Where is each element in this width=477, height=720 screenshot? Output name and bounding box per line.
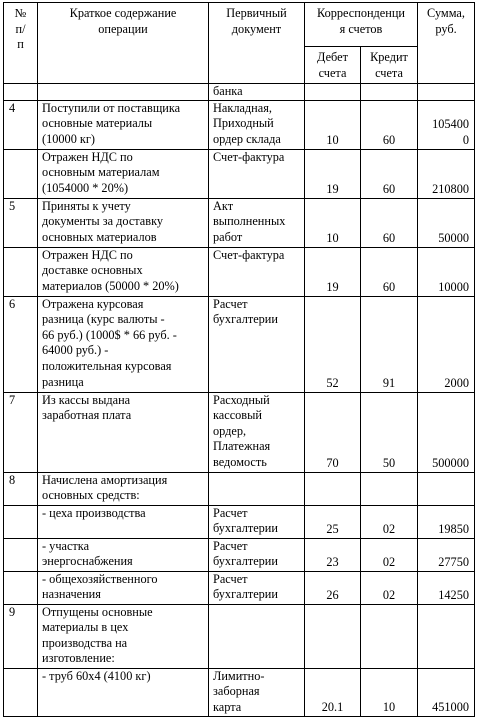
- primary-document: [209, 392, 305, 472]
- operation-content-text: Из кассы выдана заработная плата: [42, 392, 132, 423]
- primary-document-text: Расчет бухгалтерии: [213, 505, 278, 536]
- row-number: [4, 472, 38, 505]
- debit-account: [305, 571, 361, 604]
- primary-document-text: Счет-фактура: [213, 247, 285, 262]
- row-number: [4, 604, 38, 668]
- table-row: [4, 100, 475, 149]
- amount: [418, 392, 475, 472]
- primary-document-text: Накладная, Приходный ордер склада: [213, 100, 281, 146]
- primary-document-text: Расходный кассовый ордер, Платежная ведомость: [213, 392, 271, 469]
- amount-text: 2000: [444, 376, 469, 390]
- credit-account-text: 02: [382, 522, 396, 536]
- primary-document: [209, 149, 305, 198]
- debit-account: [305, 84, 361, 101]
- debit-account-text: 10: [326, 133, 339, 147]
- primary-document-text: Расчет бухгалтерии: [213, 571, 278, 602]
- row-number: [4, 296, 38, 392]
- credit-account: [361, 296, 418, 392]
- credit-account: [361, 538, 418, 571]
- operation-content: [38, 538, 209, 571]
- amount: [418, 149, 475, 198]
- primary-document: [209, 100, 305, 149]
- operation-content-text: Отражена курсовая разница (курс валюты - 66 руб.) (1000$ * 66 руб. - 64000 руб.) - положительная курсовая разница: [42, 296, 177, 389]
- debit-account: [305, 392, 361, 472]
- primary-document: [209, 668, 305, 716]
- primary-document-text: банка: [213, 84, 243, 98]
- amount: [418, 472, 475, 505]
- debit-account-text: 23: [326, 555, 339, 569]
- debit-account-text: 26: [326, 588, 339, 602]
- debit-account: [305, 100, 361, 149]
- credit-account-text: 10: [382, 700, 396, 714]
- primary-document: [209, 296, 305, 392]
- primary-document-text: Расчет бухгалтерии: [213, 296, 278, 327]
- row-number-text: 6: [9, 296, 16, 311]
- row-number: [4, 149, 38, 198]
- amount: [418, 198, 475, 247]
- operation-content: [38, 296, 209, 392]
- row-number-text: 9: [9, 604, 16, 619]
- credit-account: [361, 84, 418, 101]
- amount: [418, 84, 475, 101]
- row-number: [4, 571, 38, 604]
- table-row: [4, 538, 475, 571]
- row-number: [4, 505, 38, 538]
- row-number-text: 7: [9, 392, 16, 407]
- primary-document-text: Расчет бухгалтерии: [213, 538, 278, 569]
- amount: [418, 247, 475, 296]
- row-number-text: 4: [9, 100, 16, 115]
- table-row: [4, 604, 475, 668]
- amount-text: 451000: [432, 700, 469, 714]
- operation-content: [38, 392, 209, 472]
- debit-account: [305, 538, 361, 571]
- table-row: [4, 505, 475, 538]
- credit-account: [361, 472, 418, 505]
- credit-account: [361, 604, 418, 668]
- accounting-entries-table: [3, 2, 475, 717]
- primary-document: [209, 505, 305, 538]
- credit-account: [361, 247, 418, 296]
- operation-content: [38, 149, 209, 198]
- operation-content-text: Поступили от поставщика основные материалы (10000 кг): [42, 100, 181, 146]
- debit-account-text: 19: [326, 182, 339, 196]
- operation-content-text: - цеха производства: [42, 505, 146, 520]
- operation-content-text: Приняты к учету документы за доставку основных материалов: [42, 198, 164, 244]
- header-operation-content: Краткое содержание операции: [38, 3, 209, 84]
- row-number: [4, 198, 38, 247]
- operation-content: [38, 472, 209, 505]
- credit-account-text: 60: [382, 182, 396, 196]
- amount-text: 105400 0: [432, 117, 469, 147]
- debit-account: [305, 668, 361, 716]
- credit-account-text: 02: [382, 555, 396, 569]
- debit-account-text: 25: [326, 522, 339, 536]
- credit-account: [361, 392, 418, 472]
- amount-text: 19850: [438, 522, 469, 536]
- table-row: [4, 84, 475, 101]
- debit-account-text: 52: [326, 376, 339, 390]
- debit-account: [305, 247, 361, 296]
- credit-account-text: 91: [382, 376, 396, 390]
- operation-content: [38, 100, 209, 149]
- debit-account: [305, 296, 361, 392]
- primary-document: [209, 84, 305, 101]
- credit-account-text: 50: [382, 456, 396, 470]
- primary-document-text: Счет-фактура: [213, 149, 285, 164]
- debit-account: [305, 505, 361, 538]
- credit-account-text: 60: [382, 133, 396, 147]
- operation-content: [38, 198, 209, 247]
- operation-content: [38, 84, 209, 101]
- row-number: [4, 538, 38, 571]
- operation-content-text: Отражен НДС по доставке основных материалов (50000 * 20%): [42, 247, 179, 293]
- amount-text: 210800: [432, 182, 469, 196]
- table-row: [4, 472, 475, 505]
- table-row: [4, 668, 475, 716]
- primary-document: [209, 247, 305, 296]
- primary-document: [209, 604, 305, 668]
- amount: [418, 571, 475, 604]
- debit-account-text: 19: [326, 280, 339, 294]
- header-account-correspondence: Корреспонденци я счетов: [305, 3, 418, 47]
- debit-account-text: 70: [326, 456, 339, 470]
- credit-account-text: 60: [382, 231, 396, 245]
- amount: [418, 100, 475, 149]
- credit-account: [361, 505, 418, 538]
- credit-account: [361, 149, 418, 198]
- row-number-text: 5: [9, 198, 16, 213]
- row-number: [4, 84, 38, 101]
- amount-text: 50000: [438, 231, 469, 245]
- header-credit: Кредит счета: [361, 47, 418, 84]
- table-row: [4, 149, 475, 198]
- header-debit: Дебет счета: [305, 47, 361, 84]
- operation-content-text: Отражен НДС по основным материалам (1054000 * 20%): [42, 149, 160, 195]
- row-number: [4, 392, 38, 472]
- amount: [418, 538, 475, 571]
- primary-document: [209, 538, 305, 571]
- table-row: [4, 392, 475, 472]
- operation-content-text: Отпущены основные материалы в цех производства на изготовление:: [42, 604, 153, 666]
- amount-text: 27750: [438, 555, 469, 569]
- credit-account: [361, 571, 418, 604]
- primary-document: [209, 198, 305, 247]
- amount: [418, 505, 475, 538]
- amount: [418, 604, 475, 668]
- amount-text: 500000: [432, 456, 469, 470]
- operation-content-text: - труб 60х4 (4100 кг): [42, 668, 151, 683]
- amount: [418, 296, 475, 392]
- table-row: [4, 247, 475, 296]
- credit-account: [361, 198, 418, 247]
- debit-account: [305, 198, 361, 247]
- header-number: № п/ п: [4, 3, 38, 84]
- debit-account-text: 10: [326, 231, 339, 245]
- header-primary-document: Первичный документ: [209, 3, 305, 84]
- debit-account: [305, 604, 361, 668]
- credit-account-text: 02: [382, 588, 396, 602]
- primary-document-text: Акт выполненных работ: [213, 198, 286, 244]
- operation-content: [38, 505, 209, 538]
- credit-account-text: 60: [382, 280, 396, 294]
- operation-content: [38, 247, 209, 296]
- row-number-text: 8: [9, 472, 16, 487]
- row-number: [4, 247, 38, 296]
- table-row: [4, 296, 475, 392]
- primary-document-text: Лимитно- заборная карта: [213, 668, 265, 714]
- amount-text: 10000: [438, 280, 469, 294]
- row-number: [4, 668, 38, 716]
- operation-content: [38, 604, 209, 668]
- primary-document: [209, 571, 305, 604]
- row-number: [4, 100, 38, 149]
- debit-account: [305, 472, 361, 505]
- primary-document: [209, 472, 305, 505]
- table-row: [4, 198, 475, 247]
- operation-content-text: - участка энергоснабжения: [42, 538, 133, 569]
- debit-account: [305, 149, 361, 198]
- credit-account: [361, 100, 418, 149]
- operation-content: [38, 668, 209, 716]
- credit-account: [361, 668, 418, 716]
- table-row: [4, 571, 475, 604]
- header-amount: Сумма, руб.: [418, 3, 475, 84]
- amount: [418, 668, 475, 716]
- operation-content: [38, 571, 209, 604]
- debit-account-text: 20.1: [321, 700, 344, 714]
- table-body: [4, 84, 475, 717]
- operation-content-text: - общехозяйственного назначения: [42, 571, 158, 602]
- operation-content-text: Начислена амортизация основных средств:: [42, 472, 168, 503]
- amount-text: 14250: [438, 588, 469, 602]
- header-row-1: [4, 3, 475, 47]
